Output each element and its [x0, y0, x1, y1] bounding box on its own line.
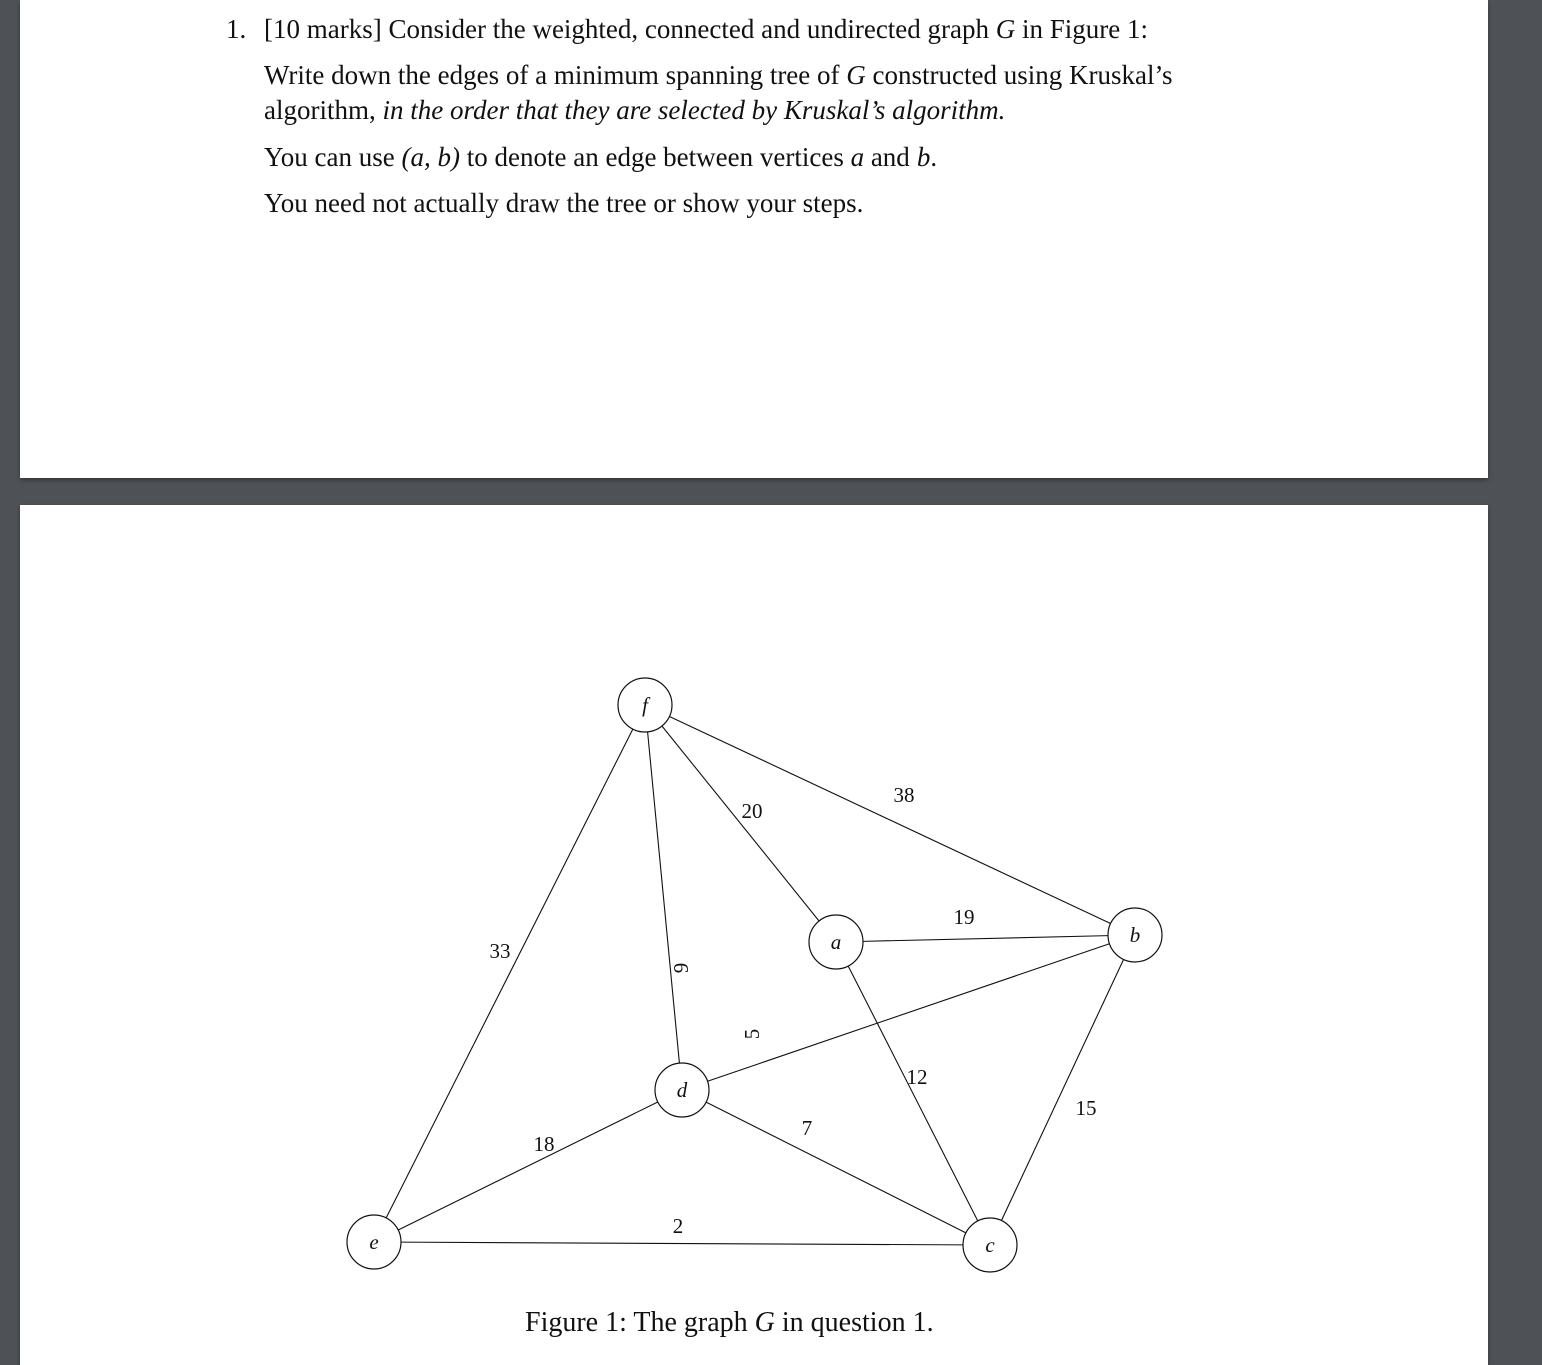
- vertex-label-f: f: [642, 692, 648, 717]
- edge-f-d: [648, 732, 680, 1063]
- edge-notation: (a, b): [401, 142, 460, 172]
- edge-a-b: [863, 936, 1108, 942]
- vertex-e: [347, 1215, 401, 1269]
- vertex-d: [655, 1063, 709, 1117]
- paragraph-1-line-1: [264, 58, 1172, 92]
- graph-figure: [20, 505, 1488, 1365]
- vertex-b: [1108, 908, 1162, 962]
- edge-weight-a-c: 12: [906, 1064, 928, 1089]
- question-intro: Consider the weighted, connected and undirected graph: [388, 14, 990, 44]
- para1-line2-plain: algorithm,: [264, 95, 376, 125]
- edge-d-e: [398, 1102, 658, 1230]
- edge-d-b: [708, 944, 1110, 1082]
- edge-f-a: [662, 726, 819, 921]
- para1-text-end: constructed using Kruskal’s: [872, 60, 1173, 90]
- para1-line2-emphasis: in the order that they are selected by Kruskal’s algorithm.: [382, 95, 1006, 125]
- para2-middle: to denote an edge between vertices: [466, 142, 844, 172]
- edge-weight-d-b: 5: [739, 1028, 764, 1040]
- question-heading: [264, 12, 1148, 46]
- graph-symbol-inline: G: [846, 60, 866, 90]
- vertex-a: [809, 915, 863, 969]
- question-intro-end: in Figure 1:: [1022, 14, 1149, 44]
- graph-symbol: G: [995, 14, 1016, 44]
- edge-weight-f-d: 9: [668, 962, 693, 974]
- edge-a-c: [848, 966, 978, 1221]
- para2-text: You can use: [264, 142, 395, 172]
- edge-weight-a-b: 19: [953, 904, 975, 929]
- paragraph-2: [264, 140, 937, 174]
- edge-weight-d-c: 7: [801, 1115, 813, 1140]
- vertex-f: [618, 678, 672, 732]
- para2-and: and: [870, 142, 910, 172]
- caption-graph-symbol: G: [754, 1307, 775, 1338]
- edge-weight-e-c: 2: [672, 1213, 684, 1238]
- paragraph-3: You need not actually draw the tree or show your steps.: [264, 188, 864, 218]
- para2-period: .: [930, 142, 938, 172]
- edge-weight-b-c: 15: [1075, 1095, 1097, 1120]
- caption-suffix: in question 1.: [781, 1307, 934, 1338]
- vertex-label-d: d: [676, 1077, 688, 1102]
- vertex-label-c: c: [985, 1232, 995, 1257]
- vertex-label-e: e: [369, 1229, 379, 1254]
- figure-caption: [525, 1307, 934, 1339]
- question-marks: [10 marks]: [264, 14, 382, 44]
- vertex-label-b: b: [1129, 922, 1141, 947]
- para1-text: Write down the edges of a minimum spanning tree of: [264, 60, 840, 90]
- edge-weight-d-e: 18: [533, 1131, 555, 1156]
- edge-weight-f-a: 20: [741, 798, 763, 823]
- caption-prefix: Figure 1: The graph: [525, 1307, 748, 1338]
- vertex-c: [963, 1218, 1017, 1272]
- paragraph-1-line-2: [264, 93, 1005, 127]
- vertex-a-symbol: a: [850, 142, 865, 172]
- vertex-b-symbol: b: [916, 142, 931, 172]
- edge-weight-f-b: 38: [893, 782, 915, 807]
- edge-weight-f-e: 33: [489, 938, 511, 963]
- page-2: [20, 505, 1488, 1365]
- question-number: 1.: [226, 14, 247, 44]
- vertex-label-a: a: [830, 929, 842, 954]
- edge-e-c: [401, 1242, 963, 1245]
- edge-b-c: [1001, 959, 1123, 1220]
- page-1: [20, 0, 1488, 478]
- edge-f-e: [386, 729, 633, 1218]
- edge-f-b: [669, 716, 1110, 923]
